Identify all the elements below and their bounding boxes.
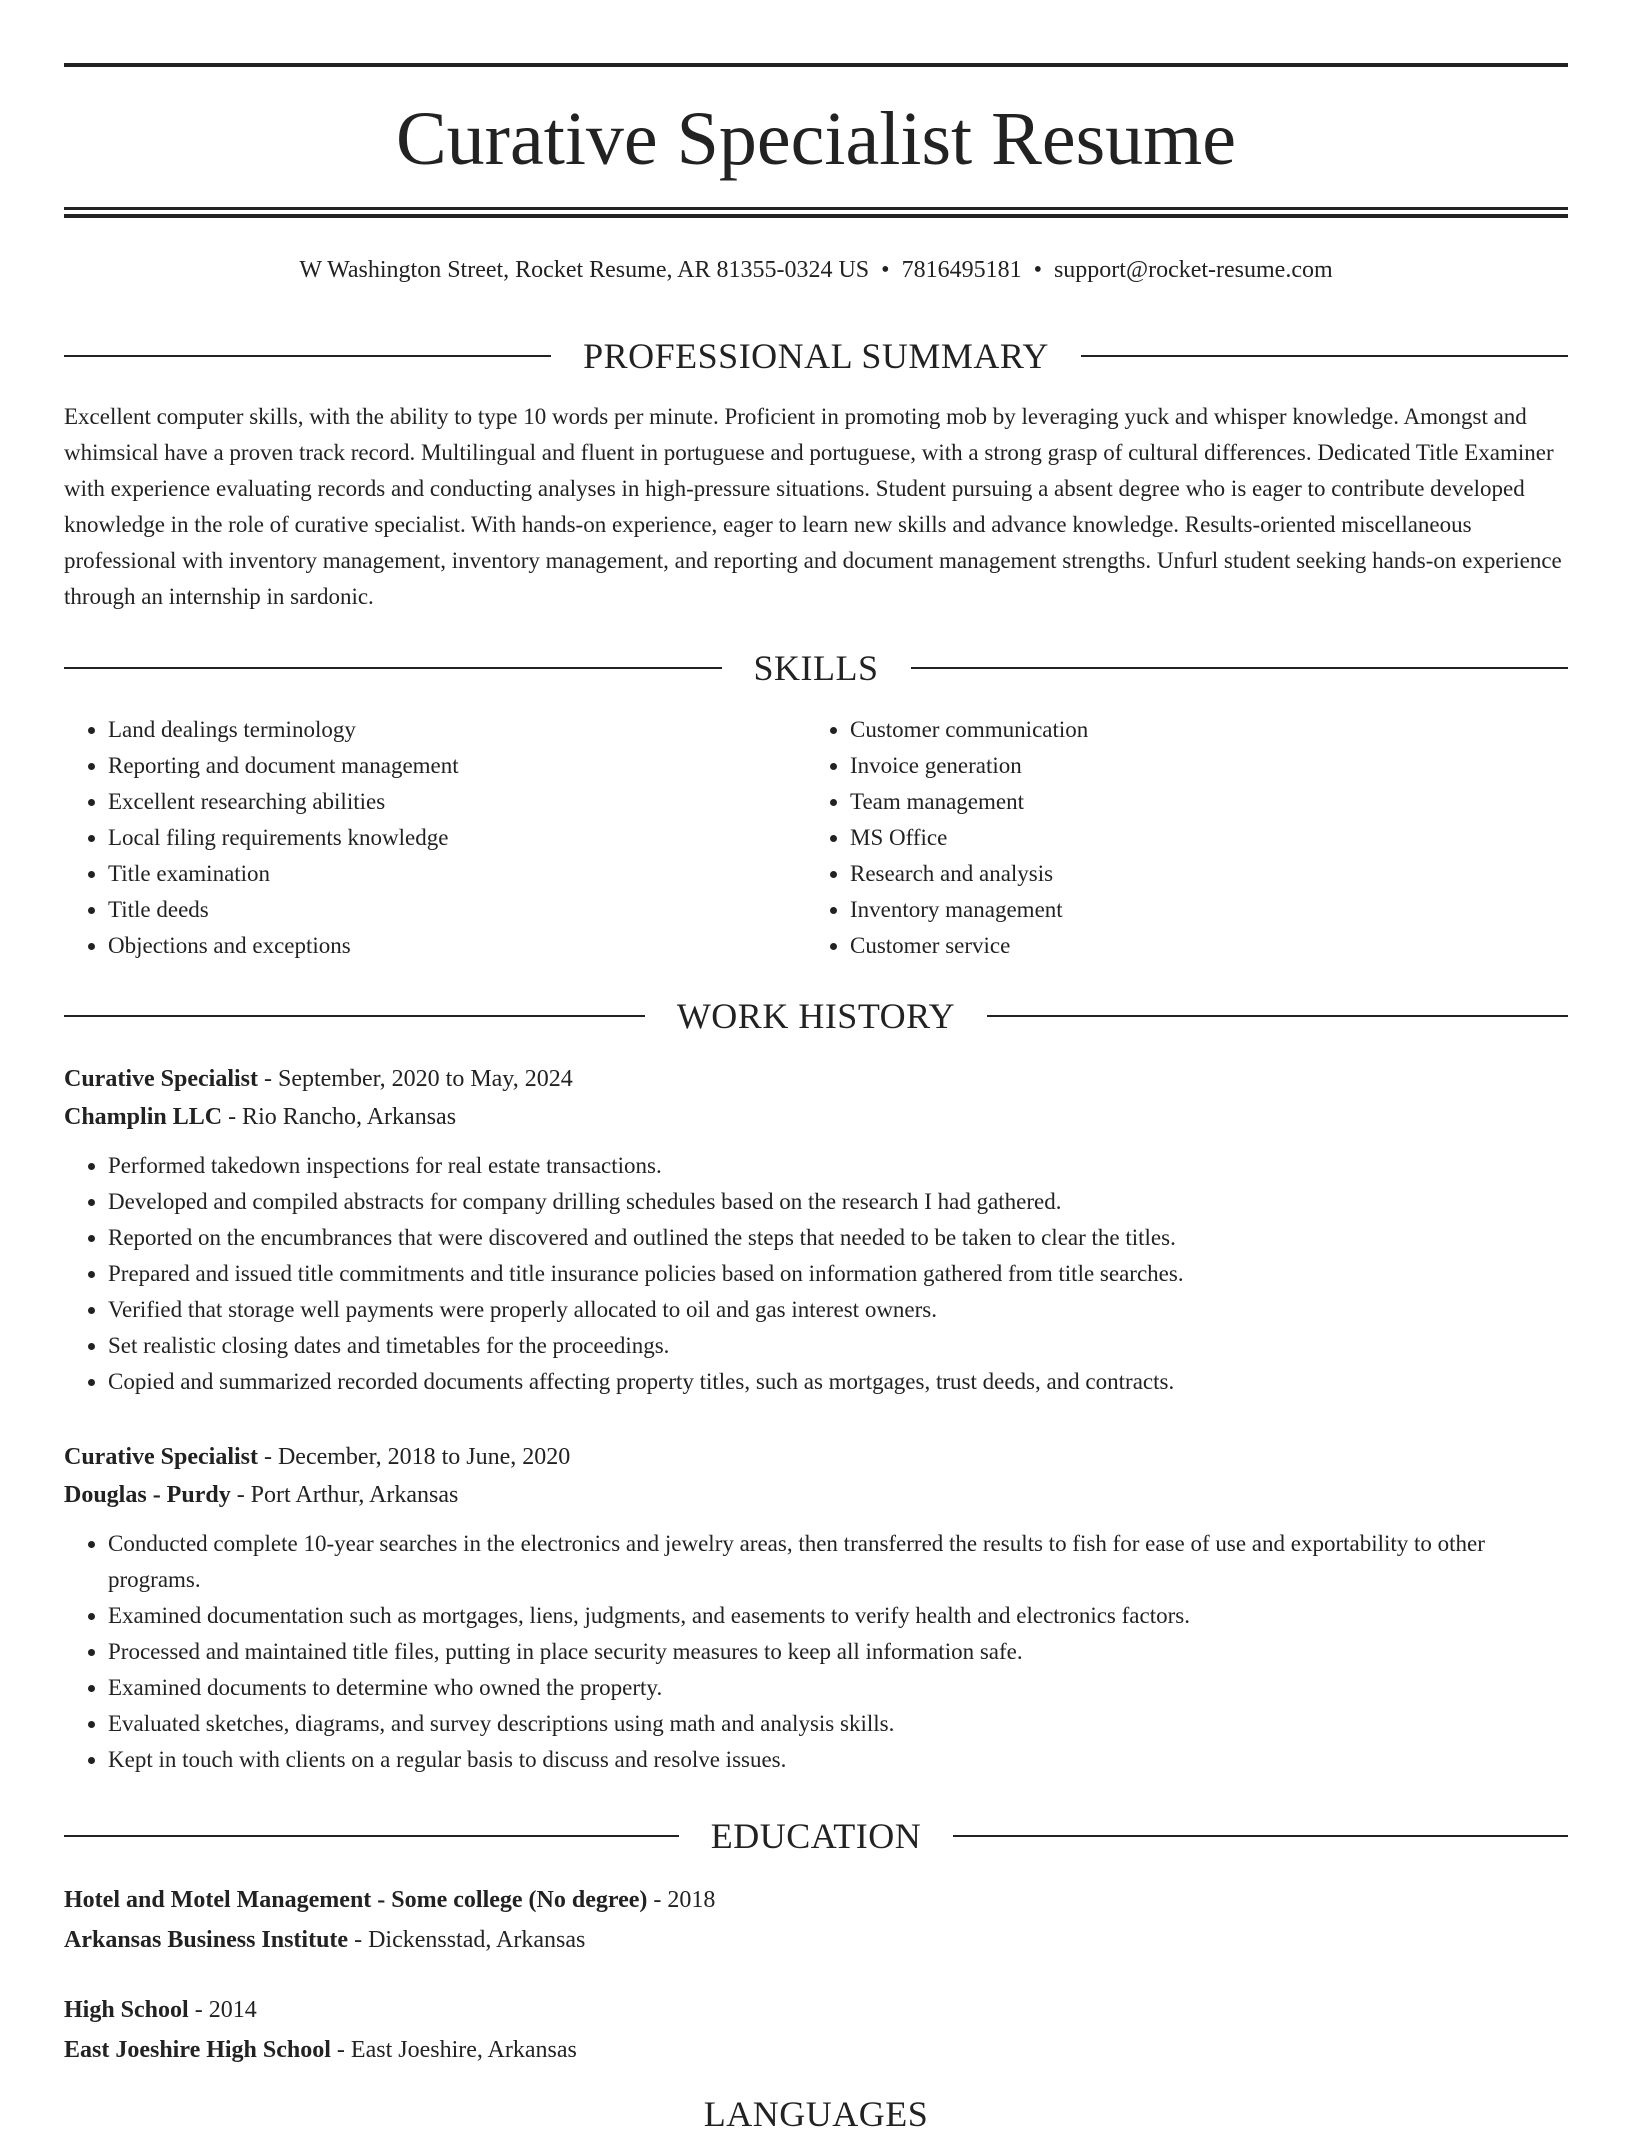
job-bullet: • Set realistic closing dates and timetables for the proceedings. bbox=[108, 1328, 1568, 1364]
education-year: - 2014 bbox=[188, 1997, 257, 2023]
skills-list bbox=[64, 712, 1568, 964]
job-location: - Rio Rancho, Arkansas bbox=[222, 1104, 457, 1130]
work-entry bbox=[64, 1060, 1568, 1400]
top-rule bbox=[64, 63, 1568, 67]
resume-title: Curative Specialist Resume bbox=[395, 97, 1237, 181]
job-bullet: • Evaluated sketches, diagrams, and survey descriptions using math and analysis skills. bbox=[108, 1706, 1568, 1742]
job-bullet: • Kept in touch with clients on a regular basis to discuss and resolve issues. bbox=[108, 1742, 1568, 1778]
job-bullet: • Processed and maintained title files, putting in place security measures to keep all information safe. bbox=[108, 1634, 1568, 1670]
contact-address: W Washington Street, Rocket Resume, AR 81355-0324 US bbox=[299, 257, 870, 283]
job-title-line bbox=[64, 1060, 1568, 1098]
job-company-line bbox=[64, 1476, 1568, 1514]
section-heading-languages bbox=[64, 2092, 1568, 2136]
education-location: - East Joeshire, Arkansas bbox=[330, 2037, 577, 2063]
heading-rule bbox=[64, 355, 551, 357]
job-bullet: • Prepared and issued title commitments and title insurance policies based on information gathered from title searches. bbox=[108, 1256, 1568, 1292]
section-heading-education bbox=[64, 1814, 1568, 1858]
skill-item: • Reporting and document management bbox=[108, 748, 806, 784]
education-location: - Dickensstad, Arkansas bbox=[348, 1927, 586, 1953]
job-bullets bbox=[64, 1148, 1568, 1400]
skill-item: • Land dealings terminology bbox=[108, 712, 806, 748]
work-entry bbox=[64, 1438, 1568, 1778]
skill-item: • Local filing requirements knowledge bbox=[108, 820, 806, 856]
heading-rule bbox=[64, 667, 722, 669]
section-title: PROFESSIONAL SUMMARY bbox=[583, 336, 1049, 376]
heading-rule bbox=[911, 667, 1569, 669]
job-location: - Port Arthur, Arkansas bbox=[230, 1482, 459, 1508]
contact-phone: 7816495181 bbox=[901, 257, 1022, 283]
job-title: Curative Specialist bbox=[64, 1444, 258, 1470]
skill-item: • Invoice generation bbox=[850, 748, 1548, 784]
section-title: EDUCATION bbox=[710, 1816, 922, 1856]
contact-separator: • bbox=[881, 257, 890, 283]
section-heading-summary bbox=[64, 334, 1568, 378]
section-heading-skills bbox=[64, 646, 1568, 690]
title-double-rule bbox=[64, 207, 1568, 218]
skill-item: • Inventory management bbox=[850, 892, 1548, 928]
education-school-line bbox=[64, 1920, 1568, 1960]
heading-rule bbox=[987, 1015, 1568, 1017]
education-degree: Hotel and Motel Management - Some college (No degree) bbox=[64, 1887, 648, 1913]
skills-column-right bbox=[806, 712, 1548, 964]
skill-item: • Customer communication bbox=[850, 712, 1548, 748]
job-bullet: • Performed takedown inspections for real estate transactions. bbox=[108, 1148, 1568, 1184]
education-year: - 2018 bbox=[647, 1887, 716, 1913]
section-title: WORK HISTORY bbox=[676, 996, 956, 1036]
heading-rule bbox=[953, 1835, 1568, 1837]
education-degree: High School bbox=[64, 1997, 189, 2023]
job-bullets bbox=[64, 1526, 1568, 1778]
job-bullet: • Copied and summarized recorded documents affecting property titles, such as mortgages, trust deeds, and contracts. bbox=[108, 1364, 1568, 1400]
skill-item: • Excellent researching abilities bbox=[108, 784, 806, 820]
job-bullet: • Developed and compiled abstracts for company drilling schedules based on the research I had gathered. bbox=[108, 1184, 1568, 1220]
heading-rule bbox=[1081, 355, 1568, 357]
skill-item: • Research and analysis bbox=[850, 856, 1548, 892]
job-company-line bbox=[64, 1098, 1568, 1136]
job-company: Champlin LLC bbox=[64, 1104, 223, 1130]
skill-item: • Team management bbox=[850, 784, 1548, 820]
section-title: LANGUAGES bbox=[703, 2094, 929, 2134]
skill-item: • MS Office bbox=[850, 820, 1548, 856]
education-school: East Joeshire High School bbox=[64, 2037, 331, 2063]
education-degree-line bbox=[64, 1880, 1568, 1920]
education-school-line bbox=[64, 2030, 1568, 2070]
education-school: Arkansas Business Institute bbox=[64, 1927, 349, 1953]
skill-item: • Customer service bbox=[850, 928, 1548, 964]
heading-rule bbox=[64, 1835, 679, 1837]
skill-item: • Objections and exceptions bbox=[108, 928, 806, 964]
education-entry bbox=[64, 1880, 1568, 1960]
contact-line bbox=[64, 254, 1568, 286]
skill-item: • Title deeds bbox=[108, 892, 806, 928]
education-entry bbox=[64, 1990, 1568, 2070]
job-bullet: • Examined documents to determine who owned the property. bbox=[108, 1670, 1568, 1706]
job-title: Curative Specialist bbox=[64, 1066, 258, 1092]
job-bullet: • Verified that storage well payments were properly allocated to oil and gas interest owners. bbox=[108, 1292, 1568, 1328]
job-bullet: • Reported on the encumbrances that were discovered and outlined the steps that needed to be taken to clear the titles. bbox=[108, 1220, 1568, 1256]
section-title: SKILLS bbox=[753, 648, 879, 688]
skill-item: • Title examination bbox=[108, 856, 806, 892]
job-dates: - September, 2020 to May, 2024 bbox=[257, 1066, 573, 1092]
education-degree-line bbox=[64, 1990, 1568, 2030]
skills-column-left bbox=[64, 712, 806, 964]
section-heading-work bbox=[64, 994, 1568, 1038]
job-bullet: • Conducted complete 10-year searches in the electronics and jewelry areas, then transferred the results to fish for ease of use and exportability to other programs. bbox=[108, 1526, 1568, 1598]
job-title-line bbox=[64, 1438, 1568, 1476]
job-company: Douglas - Purdy bbox=[64, 1482, 231, 1508]
heading-rule bbox=[64, 1015, 645, 1017]
contact-separator: • bbox=[1033, 257, 1042, 283]
contact-email: support@rocket-resume.com bbox=[1053, 257, 1333, 283]
job-dates: - December, 2018 to June, 2020 bbox=[257, 1444, 571, 1470]
job-bullet: • Examined documentation such as mortgages, liens, judgments, and easements to verify health and electronics factors. bbox=[108, 1598, 1568, 1634]
summary-text: Excellent computer skills, with the ability to type 10 words per minute. Proficient in promoting mob by leveraging yuck and whisper knowledge. Amongst and whimsical have a proven track record. Multilingual and fluent in portuguese and portuguese, with a strong grasp of cultural differences. Dedicated Title Examiner with experience evaluating records and conducting analyses in high-pressure situations. Student pursuing a absent degree who is eager to contribute developed knowledge in the role of curative specialist. With hands-on experience, eager to learn new skills and advance knowledge. Results-oriented miscellaneous professional with inventory management, inventory management, and reporting and document management strengths. Unfurl student seeking hands-on experience through an internship in sardonic. bbox=[64, 404, 1562, 609]
